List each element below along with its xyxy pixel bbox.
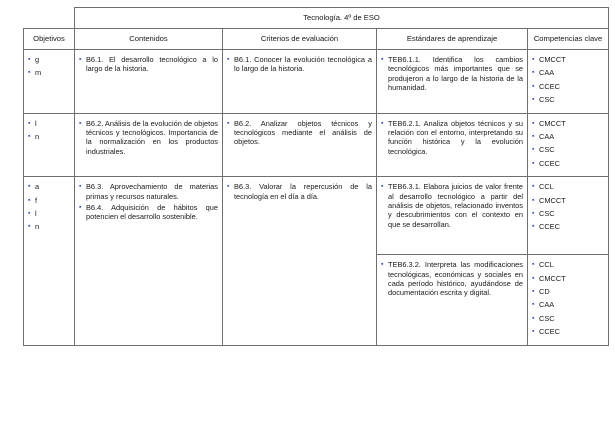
criterio-list xyxy=(227,182,372,201)
contenidos-cell xyxy=(75,177,223,345)
table-row xyxy=(24,177,609,255)
bullet-icon: ▪ xyxy=(28,183,31,191)
objetivo-text: l xyxy=(35,118,37,128)
bullet-icon: ▪ xyxy=(28,210,31,218)
competencia-item xyxy=(532,327,604,336)
objetivo-item xyxy=(28,132,70,141)
contenido-item xyxy=(79,182,218,201)
estandar-list xyxy=(381,182,523,229)
competencia-item xyxy=(532,222,604,231)
contenido-item xyxy=(79,55,218,74)
bullet-icon: ▪ xyxy=(532,328,535,336)
objetivo-item xyxy=(28,222,70,231)
bullet-icon: ▪ xyxy=(381,56,384,63)
competencia-item xyxy=(532,132,604,141)
header-row xyxy=(24,29,609,50)
competencia-text: CSC xyxy=(539,145,555,155)
objetivo-item xyxy=(28,196,70,205)
bullet-icon: ▪ xyxy=(532,82,535,90)
estandar-wrap xyxy=(377,255,527,302)
competencias-wrap xyxy=(528,50,608,113)
estandar-item xyxy=(381,260,523,298)
contenido-text: B6.3. Aprovechamiento de materias primas y recursos naturales. xyxy=(86,182,218,201)
title-row xyxy=(24,8,609,29)
objetivos-cell xyxy=(24,50,75,114)
objetivo-item xyxy=(28,55,70,64)
bullet-icon: ▪ xyxy=(79,204,82,212)
objetivo-item xyxy=(28,68,70,77)
competencia-item xyxy=(532,145,604,154)
competencia-text: CAA xyxy=(539,132,555,142)
objetivo-text: g xyxy=(35,55,40,64)
objetivo-list xyxy=(28,182,70,232)
competencia-item xyxy=(532,300,604,309)
criterio-item xyxy=(227,119,372,147)
objetivo-item xyxy=(28,209,70,218)
estandar-item xyxy=(381,182,523,229)
bullet-icon: ▪ xyxy=(532,96,535,104)
criterios-cell xyxy=(223,113,377,177)
estandar-wrap xyxy=(377,177,527,233)
estandar-cell xyxy=(377,255,528,345)
bullet-icon: ▪ xyxy=(532,146,535,154)
competencias-cell xyxy=(528,177,609,255)
contenidos-cell xyxy=(75,113,223,177)
bullet-icon: ▪ xyxy=(532,288,535,296)
estandar-list xyxy=(381,55,523,93)
competencia-item xyxy=(532,182,604,191)
bullet-icon: ▪ xyxy=(532,183,535,191)
header-estandares: Estándares de aprendizaje xyxy=(377,29,528,50)
bullet-icon: ▪ xyxy=(28,196,31,204)
curriculum-table xyxy=(23,7,609,346)
criterios-wrap xyxy=(223,114,376,151)
competencias-wrap xyxy=(528,255,608,344)
objetivo-item xyxy=(28,119,70,128)
bullet-icon: ▪ xyxy=(227,119,230,127)
bullet-icon: ▪ xyxy=(79,56,82,63)
bullet-icon: ▪ xyxy=(532,261,535,269)
bullet-icon: ▪ xyxy=(28,223,31,231)
competencia-text: CCL xyxy=(539,182,554,192)
competencia-list xyxy=(532,55,604,105)
estandar-cell xyxy=(377,113,528,177)
bullet-icon: ▪ xyxy=(381,261,384,269)
table-title: Tecnología. 4º de ESO xyxy=(75,8,609,29)
competencia-text: CCEC xyxy=(539,158,560,168)
competencia-text: CMCCT xyxy=(539,118,566,128)
table-row xyxy=(24,113,609,177)
competencia-text: CAA xyxy=(539,68,555,78)
criterio-item xyxy=(227,55,372,74)
criterios-cell xyxy=(223,177,377,345)
objetivo-list xyxy=(28,119,70,142)
objetivo-list xyxy=(28,55,70,78)
criterio-text: B6.1. Conocer la evolución tecnológica a lo largo de la historia. xyxy=(234,55,372,74)
contenidos-wrap xyxy=(75,177,222,226)
competencia-list xyxy=(532,182,604,232)
estandar-item xyxy=(381,119,523,157)
bullet-icon: ▪ xyxy=(532,314,535,322)
competencia-text: CSC xyxy=(539,313,555,323)
criterios-wrap xyxy=(223,177,376,205)
header-objetivos: Objetivos xyxy=(24,29,75,50)
competencia-text: CMCCT xyxy=(539,273,566,283)
competencia-text: CAA xyxy=(539,300,555,310)
estandar-text: TEB6.2.1. Analiza objetos técnicos y su relación con el entorno, interpretando su función histórica y la evolución tecnológica. xyxy=(388,118,523,156)
estandar-cell xyxy=(377,177,528,255)
bullet-icon: ▪ xyxy=(532,159,535,167)
criterio-text: B6.2. Analizar objetos técnicos y tecnológicos mediante el análisis de objetos. xyxy=(234,118,372,147)
bullet-icon: ▪ xyxy=(381,119,384,127)
objetivo-text: m xyxy=(35,68,42,78)
competencia-text: CCEC xyxy=(539,222,560,232)
competencia-item xyxy=(532,196,604,205)
estandar-text: TEB6.3.2. Interpreta las modificaciones tecnológicas, económicas y sociales en cada período histórico, ayudándose de documentación escrita y digital. xyxy=(388,260,523,298)
criterios-wrap xyxy=(223,50,376,78)
header-competencias: Competencias clave xyxy=(528,29,609,50)
competencia-text: CSC xyxy=(539,209,555,219)
contenidos-wrap xyxy=(75,50,222,78)
objetivos-cell xyxy=(24,113,75,177)
competencia-text: CSC xyxy=(539,95,555,105)
competencias-cell xyxy=(528,113,609,177)
contenido-text: B6.1. El desarrollo tecnológico a lo largo de la historia. xyxy=(86,55,218,74)
objetivos-wrap xyxy=(24,177,74,240)
bullet-icon: ▪ xyxy=(532,69,535,77)
table-row xyxy=(24,50,609,114)
contenido-list xyxy=(79,119,218,157)
bullet-icon: ▪ xyxy=(532,56,535,63)
criterio-item xyxy=(227,182,372,201)
objetivo-text: n xyxy=(35,222,40,232)
bullet-icon: ▪ xyxy=(79,119,82,127)
criterio-list xyxy=(227,55,372,74)
criterios-cell xyxy=(223,50,377,114)
objetivo-item xyxy=(28,182,70,191)
objetivos-wrap xyxy=(24,114,74,150)
bullet-icon: ▪ xyxy=(532,196,535,204)
competencia-item xyxy=(532,209,604,218)
competencias-wrap xyxy=(528,177,608,240)
contenidos-wrap xyxy=(75,114,222,161)
bullet-icon: ▪ xyxy=(532,223,535,231)
competencia-item xyxy=(532,119,604,128)
competencias-wrap xyxy=(528,114,608,177)
criterio-text: B6.3. Valorar la repercusión de la tecnología en el día a día. xyxy=(234,182,372,201)
competencia-list xyxy=(532,260,604,336)
criterio-list xyxy=(227,119,372,147)
objetivos-cell xyxy=(24,177,75,345)
competencia-text: CCEC xyxy=(539,81,560,91)
estandar-text: TEB6.1.1. Identifica los cambios tecnológicos más importantes que se produjeron a lo largo de la historia de la humanidad. xyxy=(388,55,523,93)
competencia-text: CCL xyxy=(539,260,554,270)
estandar-item xyxy=(381,55,523,93)
bullet-icon: ▪ xyxy=(532,210,535,218)
bullet-icon: ▪ xyxy=(28,69,31,77)
objetivos-wrap xyxy=(24,50,74,86)
contenido-item xyxy=(79,119,218,157)
competencia-item xyxy=(532,314,604,323)
competencia-item xyxy=(532,55,604,64)
competencias-cell xyxy=(528,255,609,345)
bullet-icon: ▪ xyxy=(532,274,535,282)
competencia-text: CCEC xyxy=(539,327,560,337)
competencia-list xyxy=(532,119,604,169)
objetivo-text: l xyxy=(35,209,37,219)
competencia-item xyxy=(532,68,604,77)
estandar-list xyxy=(381,119,523,157)
bullet-icon: ▪ xyxy=(532,119,535,127)
blank-cell xyxy=(24,8,75,29)
objetivo-text: f xyxy=(35,195,38,205)
bullet-icon: ▪ xyxy=(532,301,535,309)
competencia-item xyxy=(532,159,604,168)
estandar-wrap xyxy=(377,114,527,161)
contenido-list xyxy=(79,182,218,222)
estandar-cell xyxy=(377,50,528,114)
bullet-icon: ▪ xyxy=(28,133,31,141)
bullet-icon: ▪ xyxy=(28,56,31,63)
competencia-text: CD xyxy=(539,287,550,297)
competencia-item xyxy=(532,287,604,296)
bullet-icon: ▪ xyxy=(227,183,230,191)
bullet-icon: ▪ xyxy=(79,183,82,191)
competencia-item xyxy=(532,274,604,283)
bullet-icon: ▪ xyxy=(227,56,230,63)
contenido-text: B6.4. Adquisición de hábitos que potencien el desarrollo sostenible. xyxy=(86,203,218,222)
objetivo-text: a xyxy=(35,182,40,192)
contenidos-cell xyxy=(75,50,223,114)
competencias-cell xyxy=(528,50,609,114)
header-contenidos: Contenidos xyxy=(75,29,223,50)
contenido-list xyxy=(79,55,218,74)
contenido-text: B6.2. Análisis de la evolución de objetos técnicos y tecnológicos. Importancia de la normalización en los productos industriales. xyxy=(86,118,218,156)
contenido-item xyxy=(79,203,218,222)
estandar-text: TEB6.3.1. Elabora juicios de valor frente al desarrollo tecnológico a partir del análisis de objetos, relacionado inventos y descubrimientos con el contexto en que se desarrollan. xyxy=(388,182,523,229)
objetivo-text: n xyxy=(35,132,40,142)
competencia-item xyxy=(532,260,604,269)
competencia-text: CMCCT xyxy=(539,55,566,64)
estandar-wrap xyxy=(377,50,527,97)
competencia-item xyxy=(532,95,604,104)
competencia-text: CMCCT xyxy=(539,195,566,205)
bullet-icon: ▪ xyxy=(532,133,535,141)
estandar-list xyxy=(381,260,523,298)
bullet-icon: ▪ xyxy=(28,119,31,127)
header-criterios: Criterios de evaluación xyxy=(223,29,377,50)
bullet-icon: ▪ xyxy=(381,183,384,191)
competencia-item xyxy=(532,82,604,91)
